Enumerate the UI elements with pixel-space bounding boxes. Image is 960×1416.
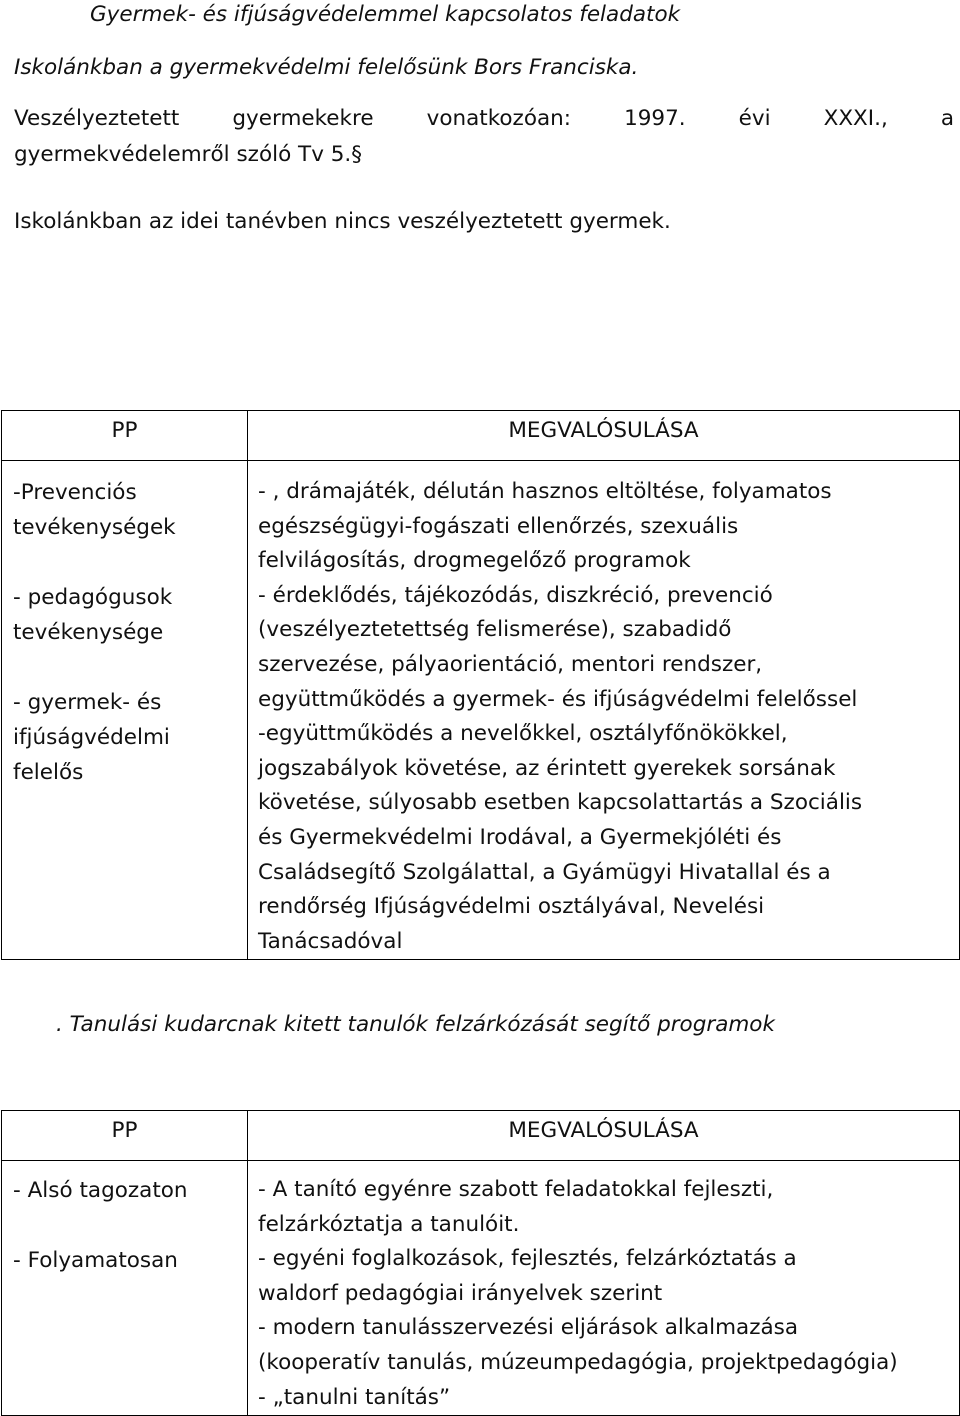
list-item-line: -együttműködés a nevelőkkel, osztályfőnökökkel, [258, 721, 788, 747]
list-item-line: rendőrség Ifjúságvédelmi osztályával, Nevelési [258, 894, 765, 920]
list-item-line: felvilágosítás, drogmegelőző programok [258, 548, 691, 574]
list-item-line: követése, súlyosabb esetben kapcsolattartás a Szociális [258, 790, 863, 816]
list-item-line: és Gyermekvédelmi Irodával, a Gyermekjóléti és [258, 824, 782, 850]
list-item-line: - pedagógusok [13, 585, 173, 610]
table-header-row [2, 1111, 960, 1161]
list-item-line: - érdeklődés, tájékozódás, diszkréció, prevenció [258, 582, 773, 608]
table-header-row [2, 411, 960, 461]
table-row [2, 461, 960, 960]
list-item [13, 475, 247, 545]
header-pp [2, 1111, 248, 1161]
list-item-line: -Prevenciós [13, 480, 137, 505]
list-item [258, 475, 955, 579]
section-heading-2: . Tanulási kudarcnak kitett tanulók felzárkózását segítő programok [56, 1012, 775, 1037]
remedial-programs-table [1, 1110, 960, 1416]
header-pp-label: PP [111, 1118, 138, 1143]
list-item-line: együttműködés a gyermek- és ifjúságvédelmi felelőssel [258, 686, 858, 712]
no-endangered-children-line: Iskolánkban az idei tanévben nincs veszélyeztetett gyermek. [14, 209, 671, 234]
megvalosulasa-cell [248, 1161, 960, 1416]
responsible-person-line: Iskolánkban a gyermekvédelmi felelősünk Bors Franciska. [14, 55, 639, 80]
list-item [258, 717, 955, 959]
list-item-line: Tanácsadóval [258, 928, 403, 954]
pp-cell [2, 1161, 248, 1416]
legal-reference-line-2: gyermekvédelemről szóló Tv 5.§ [14, 142, 363, 167]
list-item-line: tevékenysége [13, 620, 164, 645]
table-row [2, 1161, 960, 1416]
legal-word: a [940, 106, 954, 131]
list-item-line: ifjúságvédelmi [13, 725, 170, 750]
header-megvalosulasa-label: MEGVALÓSULÁSA [508, 418, 699, 443]
legal-word: XXXI., [823, 106, 888, 131]
list-item [13, 580, 247, 650]
pp-cell [2, 461, 248, 960]
list-item: - Folyamatosan [13, 1248, 178, 1273]
list-item-line: - gyermek- és [13, 690, 162, 715]
header-pp-label: PP [111, 418, 138, 443]
section-heading: Gyermek- és ifjúságvédelemmel kapcsolatos feladatok [90, 2, 681, 27]
legal-word: vonatkozóan: [426, 106, 572, 131]
child-protection-table [1, 410, 960, 960]
legal-word: 1997. [624, 106, 686, 131]
list-item [13, 685, 247, 790]
legal-reference-line-1 [14, 104, 954, 134]
list-item-line: felelős [13, 760, 84, 785]
list-item-line: (veszélyeztetettség felismerése), szabadidő [258, 617, 732, 643]
list-item-line: Családsegítő Szolgálattal, a Gyámügyi Hivatallal és a [258, 859, 831, 885]
list-item-line: felzárkóztatja a tanulóit. [258, 1211, 520, 1237]
header-megvalosulasa-label: MEGVALÓSULÁSA [508, 1118, 699, 1143]
list-item-line: (kooperatív tanulás, múzeumpedagógia, projektpedagógia) [258, 1349, 898, 1375]
header-megvalosulasa [248, 1111, 960, 1161]
list-item: - Alsó tagozaton [13, 1178, 188, 1203]
list-item-line: egészségügyi-fogászati ellenőrzés, szexuális [258, 513, 739, 539]
list-item [258, 579, 955, 717]
header-pp [2, 411, 248, 461]
list-item-line: szervezése, pályaorientáció, mentori rendszer, [258, 651, 763, 677]
legal-word: Veszélyeztetett [14, 106, 180, 131]
list-item-line: - , drámajáték, délután hasznos eltöltése, folyamatos [258, 479, 832, 504]
megvalosulasa-cell [248, 461, 960, 960]
list-item-line: tevékenységek [13, 515, 176, 540]
list-item-line: - „tanulni tanítás” [258, 1384, 451, 1410]
list-item-line: - modern tanulásszervezési eljárások alkalmazása [258, 1315, 799, 1341]
legal-word: évi [738, 106, 771, 131]
list-item-line: - A tanító egyénre szabott feladatokkal fejleszti, [258, 1177, 774, 1202]
header-megvalosulasa [248, 411, 960, 461]
list-item-line: waldorf pedagógiai irányelvek szerint [258, 1280, 663, 1306]
legal-word: gyermekekre [232, 106, 374, 131]
list-item-line: - egyéni foglalkozások, fejlesztés, felzárkóztatás a [258, 1246, 797, 1272]
list-item-line: jogszabályok követése, az érintett gyerekek sorsának [258, 755, 836, 781]
